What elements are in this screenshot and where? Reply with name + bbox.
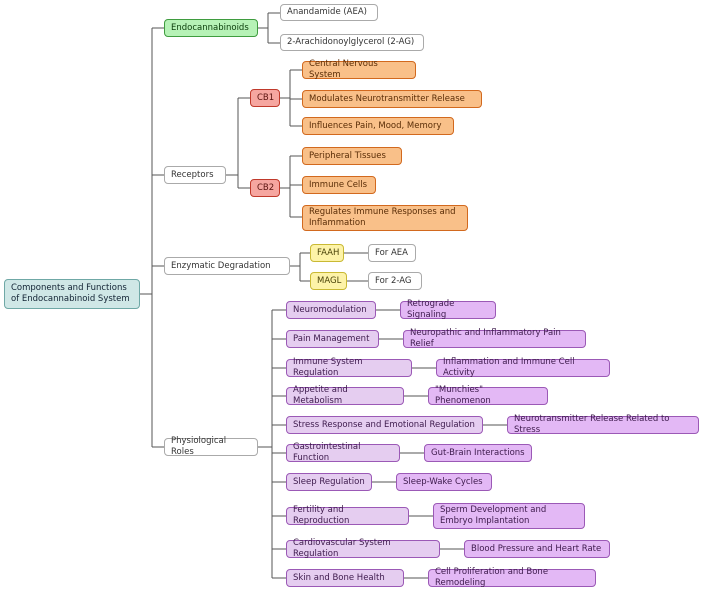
role-immune-system-regulation-detail-label: Inflammation and Immune Cell Activity <box>443 357 575 378</box>
branch-endocannabinoids[interactable] <box>164 19 258 37</box>
role-neuromodulation-label: Neuromodulation <box>293 304 367 315</box>
node-2ag[interactable] <box>280 34 424 51</box>
branch-enzymatic-degradation-label: Enzymatic Degradation <box>171 260 271 271</box>
role-fertility-reproduction-label: Fertility and Reproduction <box>293 505 350 526</box>
node-cb1-neurotransmitter[interactable] <box>302 90 482 108</box>
node-cb1-cns[interactable] <box>302 61 416 79</box>
node-faah[interactable] <box>310 244 344 262</box>
node-anandamide-label: Anandamide (AEA) <box>287 7 368 18</box>
node-magl-label: MAGL <box>317 275 342 286</box>
node-magl[interactable] <box>310 272 347 290</box>
role-gastrointestinal-function-label: Gastrointestinal Function <box>293 442 361 463</box>
role-stress-response-label: Stress Response and Emotional Regulation <box>293 419 475 430</box>
node-cb2-immune-cells-label: Immune Cells <box>309 179 368 190</box>
role-cardiovascular-regulation[interactable] <box>286 540 440 558</box>
node-cb1-pain-mood-memory[interactable] <box>302 117 454 135</box>
role-skin-bone-health[interactable] <box>286 569 404 587</box>
role-pain-management-detail[interactable] <box>403 330 586 348</box>
role-immune-system-regulation-label: Immune System Regulation <box>293 357 363 378</box>
node-anandamide[interactable] <box>280 4 378 21</box>
role-skin-bone-health-label: Skin and Bone Health <box>293 572 385 583</box>
role-sleep-regulation[interactable] <box>286 473 372 491</box>
role-gastrointestinal-function-detail[interactable] <box>424 444 532 462</box>
role-sleep-regulation-detail[interactable] <box>396 473 492 491</box>
role-appetite-metabolism-detail[interactable] <box>428 387 548 405</box>
branch-receptors[interactable] <box>164 166 226 184</box>
role-pain-management[interactable] <box>286 330 379 348</box>
role-appetite-metabolism-label: Appetite and Metabolism <box>293 385 348 406</box>
node-faah-target[interactable] <box>368 244 416 262</box>
node-cb2[interactable] <box>250 179 280 197</box>
node-magl-target-label: For 2-AG <box>375 275 412 286</box>
role-stress-response[interactable] <box>286 416 483 434</box>
role-sleep-regulation-label: Sleep Regulation <box>293 476 365 487</box>
role-stress-response-detail-label: Neurotransmitter Release Related to Stress <box>514 414 670 435</box>
node-cb2-immune-regulation[interactable] <box>302 205 468 231</box>
node-cb1[interactable] <box>250 89 280 107</box>
branch-physiological-roles-label: Physiological Roles <box>171 436 227 457</box>
role-pain-management-label: Pain Management <box>293 333 370 344</box>
role-fertility-reproduction-detail-label: Sperm Development and Embryo Implantation <box>440 505 547 526</box>
role-sleep-regulation-detail-label: Sleep-Wake Cycles <box>403 476 483 487</box>
branch-physiological-roles[interactable] <box>164 438 258 456</box>
role-appetite-metabolism[interactable] <box>286 387 404 405</box>
node-faah-target-label: For AEA <box>375 247 408 258</box>
role-immune-system-regulation-detail[interactable] <box>436 359 610 377</box>
role-fertility-reproduction[interactable] <box>286 507 409 525</box>
role-fertility-reproduction-detail[interactable] <box>433 503 585 529</box>
node-cb2-label: CB2 <box>257 182 275 193</box>
role-appetite-metabolism-detail-label: "Munchies" Phenomenon <box>435 385 491 406</box>
role-neuromodulation-detail[interactable] <box>400 301 496 319</box>
node-2ag-label: 2-Arachidonoylglycerol (2-AG) <box>287 37 415 48</box>
node-cb1-cns-label: Central Nervous System <box>309 59 378 80</box>
branch-endocannabinoids-label: Endocannabinoids <box>171 22 249 33</box>
node-cb1-pain-mood-memory-label: Influences Pain, Mood, Memory <box>309 120 442 131</box>
role-cardiovascular-regulation-detail-label: Blood Pressure and Heart Rate <box>471 543 602 554</box>
role-skin-bone-health-detail-label: Cell Proliferation and Bone Remodeling <box>435 567 549 588</box>
role-cardiovascular-regulation-detail[interactable] <box>464 540 610 558</box>
node-cb2-immune-cells[interactable] <box>302 176 376 194</box>
role-stress-response-detail[interactable] <box>507 416 699 434</box>
node-cb2-peripheral-tissues-label: Peripheral Tissues <box>309 150 386 161</box>
node-cb1-label: CB1 <box>257 92 275 103</box>
branch-receptors-label: Receptors <box>171 169 214 180</box>
role-gastrointestinal-function-detail-label: Gut-Brain Interactions <box>431 447 525 458</box>
root-node[interactable] <box>4 279 140 309</box>
node-magl-target[interactable] <box>368 272 422 290</box>
role-neuromodulation-detail-label: Retrograde Signaling <box>407 299 455 320</box>
root-node-label: Components and Functions of Endocannabinoid System <box>11 283 130 304</box>
role-immune-system-regulation[interactable] <box>286 359 412 377</box>
node-cb1-neurotransmitter-label: Modulates Neurotransmitter Release <box>309 93 465 104</box>
role-skin-bone-health-detail[interactable] <box>428 569 596 587</box>
node-cb2-immune-regulation-label: Regulates Immune Responses and Inflammation <box>309 207 456 228</box>
branch-enzymatic-degradation[interactable] <box>164 257 290 275</box>
role-cardiovascular-regulation-label: Cardiovascular System Regulation <box>293 538 391 559</box>
node-faah-label: FAAH <box>317 247 340 258</box>
role-neuromodulation[interactable] <box>286 301 376 319</box>
node-cb2-peripheral-tissues[interactable] <box>302 147 402 165</box>
role-gastrointestinal-function[interactable] <box>286 444 400 462</box>
role-pain-management-detail-label: Neuropathic and Inflammatory Pain Relief <box>410 328 561 349</box>
